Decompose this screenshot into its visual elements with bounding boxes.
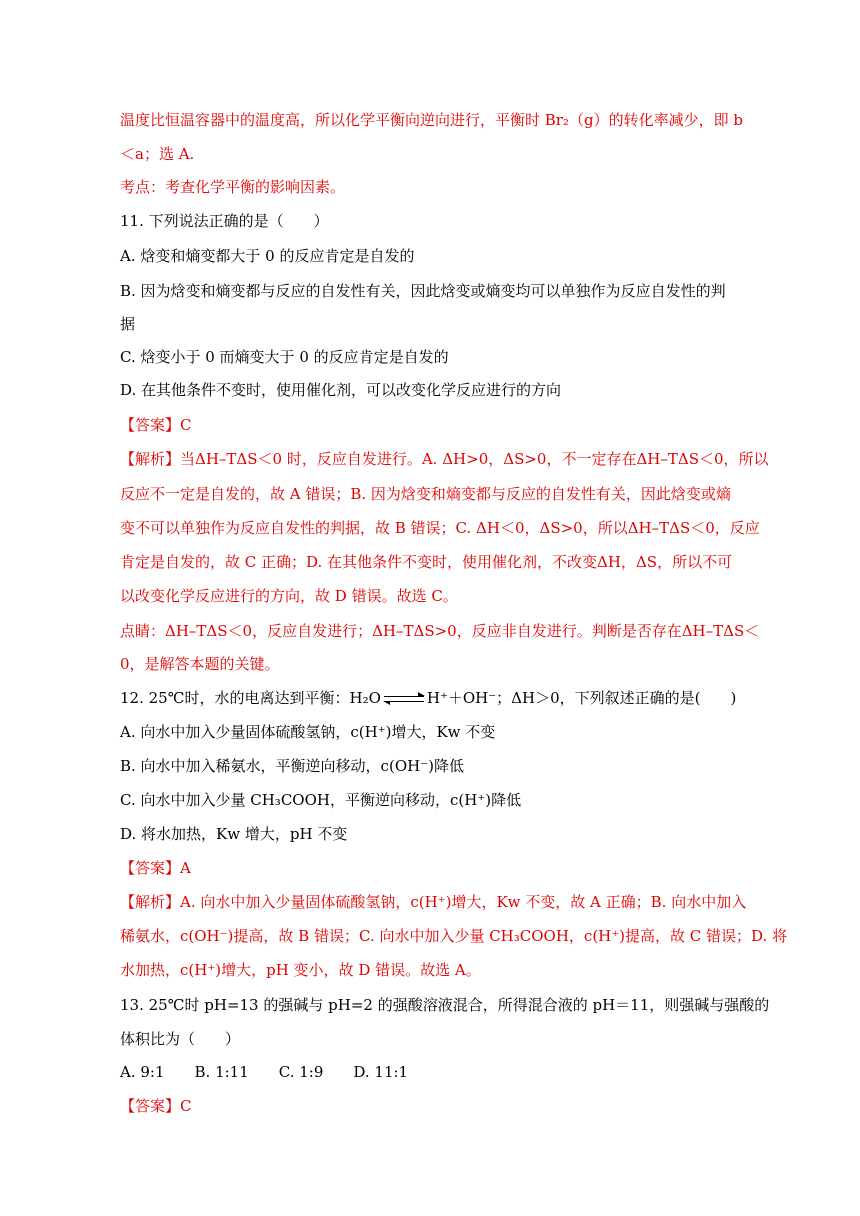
question-13-stem: 13. 25℃时 pH=13 的强碱与 pH=2 的强酸溶液混合，所得混合液的 pH＝11，则强碱与强酸的	[120, 996, 770, 1014]
question-11-option-b: B. 因为焓变和熵变都与反应的自发性有关，因此焓变或熵变均可以单独作为反应自发性的判	[120, 282, 726, 300]
question-11-stem: 11. 下列说法正确的是（ ）	[120, 212, 329, 230]
question-11-analysis: 肯定是自发的，故 C 正确；D. 在其他条件不变时，使用催化剂，不改变ΔH，ΔS，所以不可	[120, 553, 733, 571]
question-11-option-d: D. 在其他条件不变时，使用催化剂，可以改变化学反应进行的方向	[120, 381, 562, 399]
question-12-option-c: C. 向水中加入少量 CH₃COOH，平衡逆向移动，c(H⁺)降低	[120, 791, 522, 809]
question-12-stem	[120, 688, 740, 708]
question-11-dianjing: 点睛：ΔH–TΔS＜0，反应自发进行；ΔH–TΔS>0，反应非自发进行。判断是否存在ΔH–TΔS＜	[120, 622, 760, 640]
question-12-stem-after: H⁺＋OH⁻；ΔH＞0，下列叙述正确的是( )	[426, 689, 737, 707]
question-12-option-a: A. 向水中加入少量固体硫酸氢钠，c(H⁺)增大，Kw 不变	[120, 723, 496, 741]
question-12-option-b: B. 向水中加入稀氨水，平衡逆向移动，c(OH⁻)降低	[120, 757, 464, 775]
equilibrium-arrow-icon	[382, 692, 426, 706]
question-11-analysis: 反应不一定是自发的，故 A 错误；B. 因为焓变和熵变都与反应的自发性有关，因此焓变或熵	[120, 485, 731, 503]
question-13-answer: 【答案】C	[120, 1097, 192, 1115]
question-12-analysis: 稀氨水，c(OH⁻)提高，故 B 错误；C. 向水中加入少量 CH₃COOH，c(H⁺)提高，故 C 错误；D. 将	[120, 927, 788, 945]
question-11-analysis: 【解析】当ΔH–TΔS＜0 时，反应自发进行。A. ΔH>0，ΔS>0，不一定存在ΔH–TΔS＜0，所以	[120, 450, 769, 468]
kaodian-line: 考点：考查化学平衡的影响因素。	[120, 178, 346, 196]
question-11-analysis: 以改变化学反应进行的方向，故 D 错误。故选 C。	[120, 587, 458, 605]
text-line: ＜a；选 A.	[120, 145, 195, 163]
question-11-dianjing: 0，是解答本题的关键。	[120, 655, 280, 673]
question-11-option-c: C. 焓变小于 0 而熵变大于 0 的反应肯定是自发的	[120, 348, 449, 366]
question-12-analysis: 【解析】A. 向水中加入少量固体硫酸氢钠，c(H⁺)增大，Kw 不变，故 A 正确；B. 向水中加入	[120, 893, 747, 911]
question-12-analysis: 水加热，c(H⁺)增大，pH 变小，故 D 错误。故选 A。	[120, 961, 481, 979]
question-13-stem-cont: 体积比为（ ）	[120, 1030, 241, 1048]
question-11-analysis: 变不可以单独作为反应自发性的判据，故 B 错误；C. ΔH＜0，ΔS>0，所以ΔH–TΔS＜0，反应	[120, 519, 760, 537]
question-12-answer: 【答案】A	[120, 859, 191, 877]
question-11-option-b-cont: 据	[120, 315, 136, 333]
question-11-answer: 【答案】C	[120, 416, 192, 434]
text-line: 温度比恒温容器中的温度高，所以化学平衡向逆向进行，平衡时 Br₂（g）的转化率减少，即 b	[120, 111, 743, 129]
question-12-stem-before: 12. 25℃时，水的电离达到平衡：H₂O	[120, 689, 381, 707]
question-13-options: A. 9:1 B. 1:11 C. 1:9 D. 11:1	[120, 1063, 409, 1081]
question-11-option-a: A. 焓变和熵变都大于 0 的反应肯定是自发的	[120, 247, 415, 265]
question-12-option-d: D. 将水加热，Kw 增大，pH 不变	[120, 825, 348, 843]
